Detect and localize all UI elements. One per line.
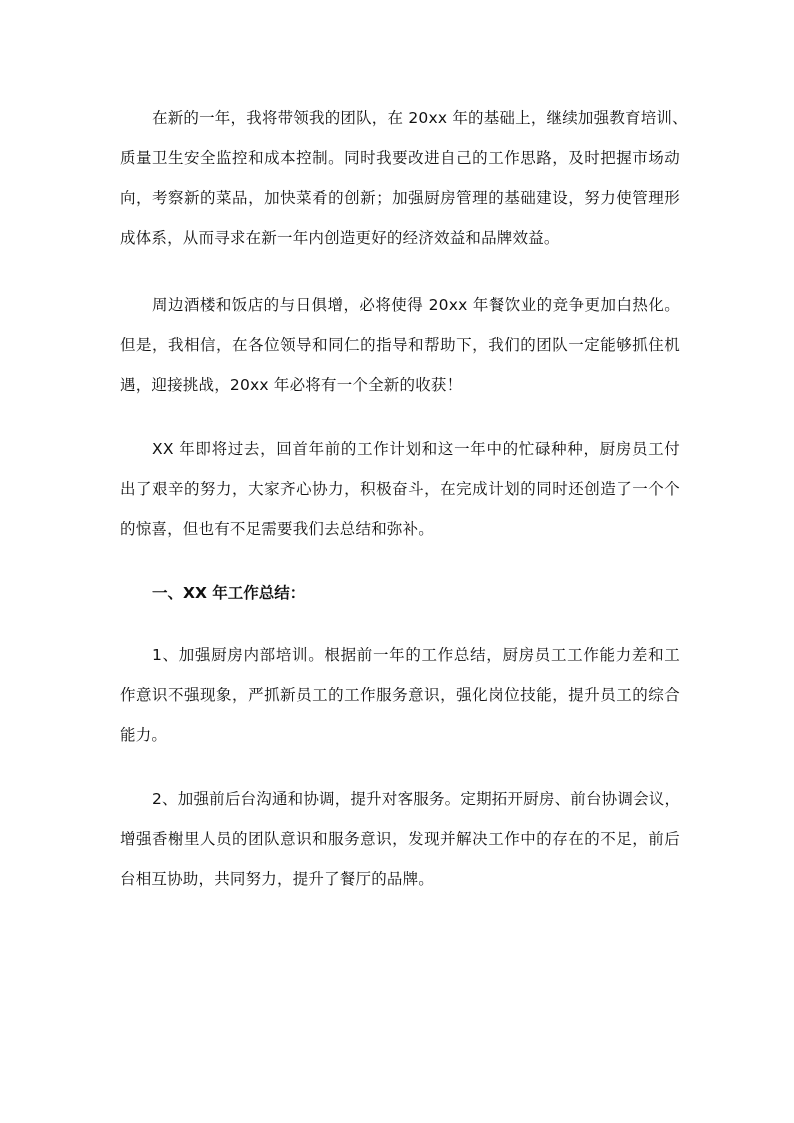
- paragraph-2: [120, 285, 680, 405]
- summary-item-1-line-1: 1、加强厨房内部培训。根据前一年的工作总结，厨房员工工作能力差和工: [152, 646, 680, 664]
- summary-item-2-line-1: 2、加强前后台沟通和协调，提升对客服务。定期拓开厨房、前台协调会议，: [152, 790, 681, 808]
- paragraph-3-line-2: 出了艰辛的努力，大家齐心协力，积极奋斗，在完成计划的同时还创造了一个个: [120, 480, 680, 498]
- paragraph-1: [120, 98, 688, 258]
- paragraph-2-line-3: 遇，迎接挑战，20xx 年必将有一个全新的收获！: [120, 376, 463, 394]
- paragraph-2-line-1: 周边酒楼和饭店的与日俱增，必将使得 20xx 年餐饮业的竞争更加白热化。: [152, 296, 680, 314]
- paragraph-3: [120, 429, 680, 549]
- paragraph-3-line-1: XX 年即将过去，回首年前的工作计划和这一年中的忙碌种种，厨房员工付: [152, 440, 680, 458]
- paragraph-1-line-1: 在新的一年，我将带领我的团队，在 20xx 年的基础上，继续加强教育培训、: [152, 109, 688, 127]
- summary-item-1-line-3: 能力。: [120, 726, 168, 744]
- summary-item-1: [120, 635, 680, 755]
- paragraph-1-line-2: 质量卫生安全监控和成本控制。同时我要改进自己的工作思路，及时把握市场动: [120, 149, 680, 167]
- section-heading: 一、XX 年工作总结：: [152, 584, 306, 602]
- summary-item-2: [120, 779, 680, 899]
- paragraph-2-line-2: 但是，我相信，在各位领导和同仁的指导和帮助下，我们的团队一定能够抓住机: [120, 336, 680, 354]
- summary-item-1-line-2: 作意识不强现象，严抓新员工的工作服务意识，强化岗位技能，提升员工的综合: [120, 686, 680, 704]
- summary-item-2-line-3: 台相互协助，共同努力，提升了餐厅的品牌。: [120, 870, 435, 888]
- paragraph-3-line-3: 的惊喜，但也有不足需要我们去总结和弥补。: [120, 520, 435, 538]
- paragraph-1-line-3: 向，考察新的菜品，加快菜肴的创新；加强厨房管理的基础建设，努力使管理形: [120, 189, 680, 207]
- paragraph-1-line-4: 成体系，从而寻求在新一年内创造更好的经济效益和品牌效益。: [120, 229, 560, 247]
- summary-item-2-line-2: 增强香榭里人员的团队意识和服务意识，发现并解决工作中的存在的不足，前后: [120, 830, 680, 848]
